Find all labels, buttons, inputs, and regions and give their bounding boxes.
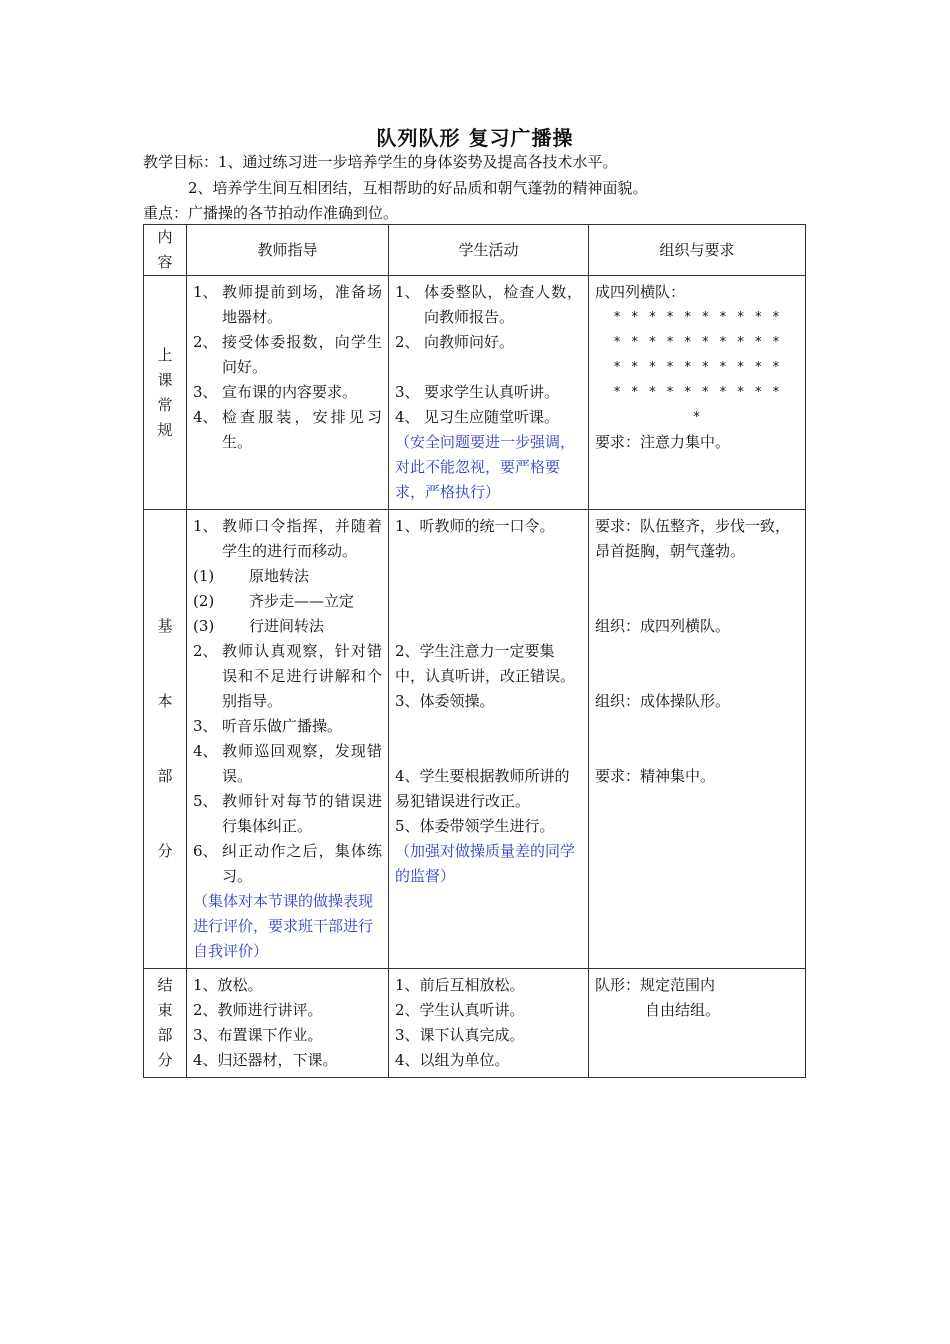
list-item: [193, 514, 382, 564]
sub-item-number: (1): [193, 567, 215, 585]
section-label-char: 部: [157, 1026, 173, 1044]
header-student: 学生活动: [389, 225, 589, 276]
list-item: [193, 280, 382, 330]
item-text: 教师提前到场，准备场地器材。: [222, 283, 382, 326]
list-item: [193, 639, 382, 714]
list-item: [193, 380, 382, 405]
item-text: 要求学生认真听讲。: [424, 383, 560, 401]
list-item: 5、体委带领学生进行。: [395, 817, 555, 835]
item-number: 2、: [193, 333, 218, 351]
organization-cell: [589, 510, 806, 969]
section-label-char: 常: [157, 395, 173, 414]
section-label-char: 结: [157, 976, 173, 994]
sub-item: [193, 564, 382, 589]
item-number: 4、: [193, 742, 218, 760]
item-text: 接受体委报数，向学生问好。: [222, 333, 382, 376]
item-text: 体委整队，检查人数，向教师报告。: [424, 283, 582, 326]
requirement-text: 要求：精神集中。: [595, 767, 716, 785]
organization-cell: [589, 969, 806, 1078]
teacher-cell: [187, 276, 389, 510]
student-cell: [389, 276, 589, 510]
formation-text: 自由结组。: [645, 1001, 721, 1019]
sub-item-number: (3): [193, 617, 215, 635]
item-number: 3、: [193, 717, 218, 735]
document-title: 队列队形 复习广播操: [376, 126, 574, 150]
formation-text: 队形：规定范围内: [595, 976, 716, 994]
item-text: 听音乐做广播操。: [222, 717, 343, 735]
list-item: [395, 405, 582, 430]
evaluation-note: （集体对本节课的做操表现进行评价，要求班干部进行自我评价）: [193, 892, 374, 960]
item-text: 纠正动作之后，集体练习。: [222, 842, 382, 885]
item-text: 教师认真观察，针对错误和不足进行讲解和个别指导。: [222, 642, 382, 710]
item-text: 向教师问好。: [424, 333, 515, 351]
section-label: [144, 276, 187, 510]
list-item: 2、教师进行讲评。: [193, 1001, 323, 1019]
item-text: 教师口令指挥，并随着学生的进行而移动。: [222, 517, 382, 560]
sub-item: [193, 614, 382, 639]
item-number: 3、: [395, 383, 420, 401]
section-label-char: 规: [157, 420, 173, 439]
formation-row: * * * * * * * * * *: [613, 385, 781, 400]
list-item: 4、归还器材，下课。: [193, 1051, 338, 1069]
table-row: [144, 969, 806, 1078]
formation-row: *: [692, 410, 702, 425]
item-text: 检查服装，安排见习生。: [222, 408, 382, 451]
list-item: [395, 280, 582, 330]
list-item: 4、以组为单位。: [395, 1051, 510, 1069]
sub-item-text: 行进间转法: [249, 617, 325, 635]
organization-cell: [589, 276, 806, 510]
organization-text: 组织：成四列横队。: [595, 617, 731, 635]
student-cell: [389, 969, 589, 1078]
teacher-cell: [187, 969, 389, 1078]
organization-text: 组织：成体操队形。: [595, 692, 731, 710]
student-cell: [389, 510, 589, 969]
list-item: [193, 330, 382, 380]
supervision-note: （加强对做操质量差的同学的监督）: [395, 842, 576, 885]
list-item: 2、学生认真听讲。: [395, 1001, 525, 1019]
header-content-label: 内容: [157, 228, 173, 271]
list-item: [193, 714, 382, 739]
section-label: [144, 510, 187, 969]
table-row: [144, 510, 806, 969]
item-number: 1、: [193, 283, 218, 301]
table-header-row: [144, 225, 806, 276]
formation-row: * * * * * * * * * *: [613, 310, 781, 325]
item-number: 6、: [193, 842, 218, 860]
safety-note: （安全问题要进一步强调，对此不能忽视，要严格要求，严格执行）: [395, 433, 576, 501]
formation-row: * * * * * * * * * *: [613, 335, 781, 350]
requirement-text: 要求：队伍整齐，步伐一致，昂首挺胸，朝气蓬勃。: [595, 517, 791, 560]
item-text: 教师巡回观察，发现错误。: [222, 742, 382, 785]
list-item: 1、放松。: [193, 976, 263, 994]
item-number: 1、: [395, 283, 420, 301]
item-number: 4、: [395, 408, 420, 426]
item-number: 2、: [395, 333, 420, 351]
list-item: [395, 380, 582, 405]
item-text: 教师针对每节的错误进行集体纠正。: [222, 792, 382, 835]
item-text: 宣布课的内容要求。: [222, 383, 358, 401]
list-item: [193, 839, 382, 889]
list-item: [193, 405, 382, 455]
list-item: 2、学生注意力一定要集中，认真听讲，改正错误。: [395, 642, 576, 685]
section-label-char: 束: [157, 1001, 173, 1019]
item-number: 2、: [193, 642, 218, 660]
section-label-char: 本: [157, 692, 173, 710]
section-label-char: 分: [157, 842, 173, 860]
list-item: [193, 789, 382, 839]
sub-item-text: 齐步走——立定: [249, 592, 355, 610]
item-text: 见习生应随堂听课。: [424, 408, 560, 426]
table-row: [144, 276, 806, 510]
item-number: 5、: [193, 792, 218, 810]
objective-line-2: 2、培养学生间互相团结，互相帮助的好品质和朝气蓬勃的精神面貌。: [188, 179, 648, 197]
header-organization: 组织与要求: [589, 225, 806, 276]
list-item: 1、前后互相放松。: [395, 976, 525, 994]
list-item: 4、学生要根据教师所讲的易犯错误进行改正。: [395, 767, 570, 810]
list-item: [193, 739, 382, 789]
item-number: 1、: [193, 517, 218, 535]
list-item: 3、体委领操。: [395, 692, 495, 710]
section-label-char: 分: [157, 1051, 173, 1069]
key-point-line: 重点：广播操的各节拍动作准确到位。: [143, 204, 399, 222]
section-label: [144, 969, 187, 1078]
requirement-text: 要求：注意力集中。: [595, 433, 731, 451]
item-number: 3、: [193, 383, 218, 401]
lesson-plan-table: [143, 224, 806, 1078]
sub-item-number: (2): [193, 592, 215, 610]
teacher-cell: [187, 510, 389, 969]
sub-item: [193, 589, 382, 614]
formation-row: * * * * * * * * * *: [613, 360, 781, 375]
objective-line-1: 教学目标：1、通过练习进一步培养学生的身体姿势及提高各技术水平。: [143, 153, 618, 171]
section-label-char: 上: [157, 345, 173, 364]
formation-heading: 成四列横队：: [595, 283, 686, 301]
header-content: [144, 225, 187, 276]
list-item: [395, 330, 582, 355]
section-label-char: 课: [157, 370, 173, 389]
item-number: 4、: [193, 408, 218, 426]
list-item: 3、布置课下作业。: [193, 1026, 323, 1044]
list-item: 1、听教师的统一口令。: [395, 517, 555, 535]
section-label-char: 部: [157, 767, 173, 785]
header-teacher: 教师指导: [187, 225, 389, 276]
list-item: 3、课下认真完成。: [395, 1026, 525, 1044]
section-label-char: 基: [157, 617, 173, 635]
sub-item-text: 原地转法: [249, 567, 310, 585]
